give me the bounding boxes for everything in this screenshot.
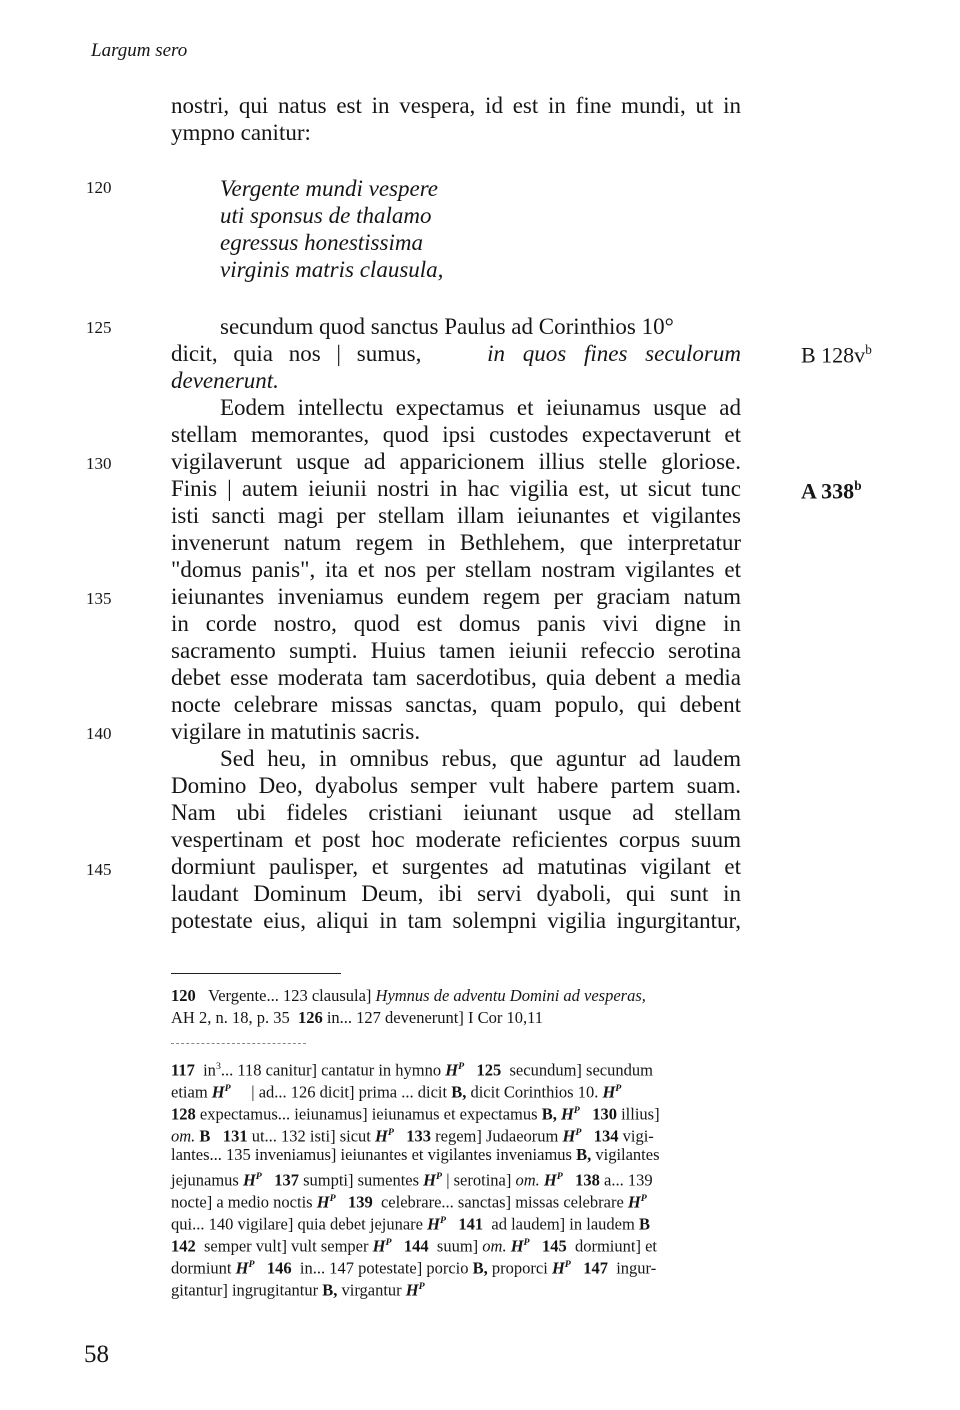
- text-span: dicit, quia nos | sumus,: [171, 341, 422, 366]
- apparatus-line: 117 $in^3$... 118 canitur] cantatur in hymno $H^P$ 125 secundum] secundum: [171, 1060, 653, 1080]
- text-line: vigilaverunt usque ad apparicionem illius stelle gloriose.: [171, 449, 741, 474]
- apparatus-line: dormiunt $H^P$ 146 in... 147 potestate] porcio B, proporci $H^P$ 147 ingur-: [171, 1258, 657, 1278]
- page-number: 58: [84, 1341, 109, 1368]
- text-line: debet esse moderata tam sacerdotibus, quia debent a media: [171, 665, 741, 690]
- apparatus-line: lantes... 135 inveniamus] ieiunantes et vigilantes inveniamus B, vigilantes: [171, 1145, 660, 1164]
- text-line: "domus panis", ita et nos per stellam nostram vigilantes et: [171, 557, 741, 582]
- line-number-120: 120: [86, 178, 112, 197]
- hymn-line: uti sponsus de thalamo: [220, 203, 432, 228]
- running-head: Largum sero: [91, 40, 188, 61]
- text-line: [171, 340, 741, 367]
- line-number-145: 145: [86, 860, 112, 879]
- apparatus-line: 142 semper vult] vult semper $H^P$ 144 suum] om. $H^P$ 145 dormiunt] et: [171, 1236, 657, 1256]
- line-number-125: 125: [86, 318, 112, 337]
- text-span-italic: in quos fines seculorum: [487, 341, 741, 366]
- text-line: nostri, qui natus est in vespera, id est in fine mundi, ut in: [171, 93, 741, 118]
- source-note-line: 120 Vergente... 123 clausula] Hymnus de adventu Domini ad vesperas,: [171, 986, 646, 1005]
- text-line: invenerunt natum regem in Bethlehem, que interpretatur: [171, 530, 741, 555]
- margin-ref-b: B $128v^b$: [801, 342, 872, 368]
- text-line: Eodem intellectu expectamus et ieiunamus usque ad: [220, 395, 741, 420]
- apparatus-line: 128 expectamus... ieiunamus] ieiunamus et expectamus B, $H^P$ 130 illius]: [171, 1104, 660, 1124]
- hymn-line: egressus honestissima: [220, 230, 423, 255]
- margin-ref-a: A 338$^b$: [801, 478, 862, 504]
- text-line: stellam memorantes, quod ipsi custodes expectaverunt et: [171, 422, 741, 447]
- source-note-line: AH 2, n. 18, p. 35 126 in... 127 devenerunt] I Cor 10,11: [171, 1008, 543, 1027]
- apparatus-line: nocte] a medio noctis $H^P$ 139 celebrare... sanctas] missas celebrare $H^P$: [171, 1192, 647, 1212]
- text-line: sacramento sumpti. Huius tamen ieiunii refeccio serotina: [171, 638, 741, 663]
- text-line: in corde nostro, quod est domus panis vivi digne in: [171, 611, 741, 636]
- text-line: dormiunt paulisper, et surgentes ad matutinas vigilant et: [171, 854, 741, 879]
- hymn-line: virginis matris clausula,: [220, 257, 444, 282]
- text-line: laudant Dominum Deum, ibi servi dyaboli, qui sunt in: [171, 881, 741, 906]
- text-line: isti sancti magi per stellam illam ieiunantes et vigilantes: [171, 503, 741, 528]
- apparatus-line: gitantur] ingrugitantur B, virgantur $H^P$: [171, 1280, 425, 1300]
- text-line: ieiunantes inveniamus eundem regem per graciam natum: [171, 584, 741, 609]
- text-line: Finis | autem ieiunii nostri in hac vigilia est, ut sicut tunc: [171, 476, 741, 501]
- text-line: nocte celebrare missas sanctas, quam populo, qui debent: [171, 692, 741, 717]
- text-line: Nam ubi fideles cristiani ieiunant usque ad stellam: [171, 800, 741, 825]
- footnote-rule: [171, 973, 341, 974]
- line-number-135: 135: [86, 589, 112, 608]
- apparatus-line: etiam $H^P$ | ad... 126 dicit] prima ... dicit B, dicit Corinthios 10. $H^P$: [171, 1082, 622, 1102]
- apparatus-line: qui... 140 vigilare] quia debet jejunare $H^P$ 141 ad laudem] in laudem B: [171, 1214, 650, 1234]
- text-line: vespertinam et post hoc moderate reficientes corpus suum: [171, 827, 741, 852]
- text-line: Sed heu, in omnibus rebus, que aguntur ad laudem: [220, 746, 741, 771]
- apparatus-line: om. B 131 ut... 132 isti] sicut $H^P$ 133 regem] Judaeorum $H^P$ 134 vigi-: [171, 1126, 654, 1146]
- text-line: devenerunt.: [171, 368, 279, 393]
- apparatus-rule: [171, 1043, 306, 1044]
- apparatus-line: jejunamus $H^P$ 137 sumpti] sumentes $H^P$ | serotina] om. $H^P$ 138 a... 139: [171, 1170, 653, 1190]
- text-line: ympno canitur:: [171, 120, 311, 145]
- line-number-130: 130: [86, 454, 112, 473]
- text-line: potestate eius, aliqui in tam solempni vigilia ingurgitantur,: [171, 908, 741, 933]
- line-number-140: 140: [86, 724, 112, 743]
- text-line: vigilare in matutinis sacris.: [171, 719, 421, 744]
- text-line: Domino Deo, dyabolus semper vult habere partem suam.: [171, 773, 741, 798]
- text-line: secundum quod sanctus Paulus ad Corinthios 10°: [220, 314, 674, 339]
- hymn-line: Vergente mundi vespere: [220, 176, 438, 201]
